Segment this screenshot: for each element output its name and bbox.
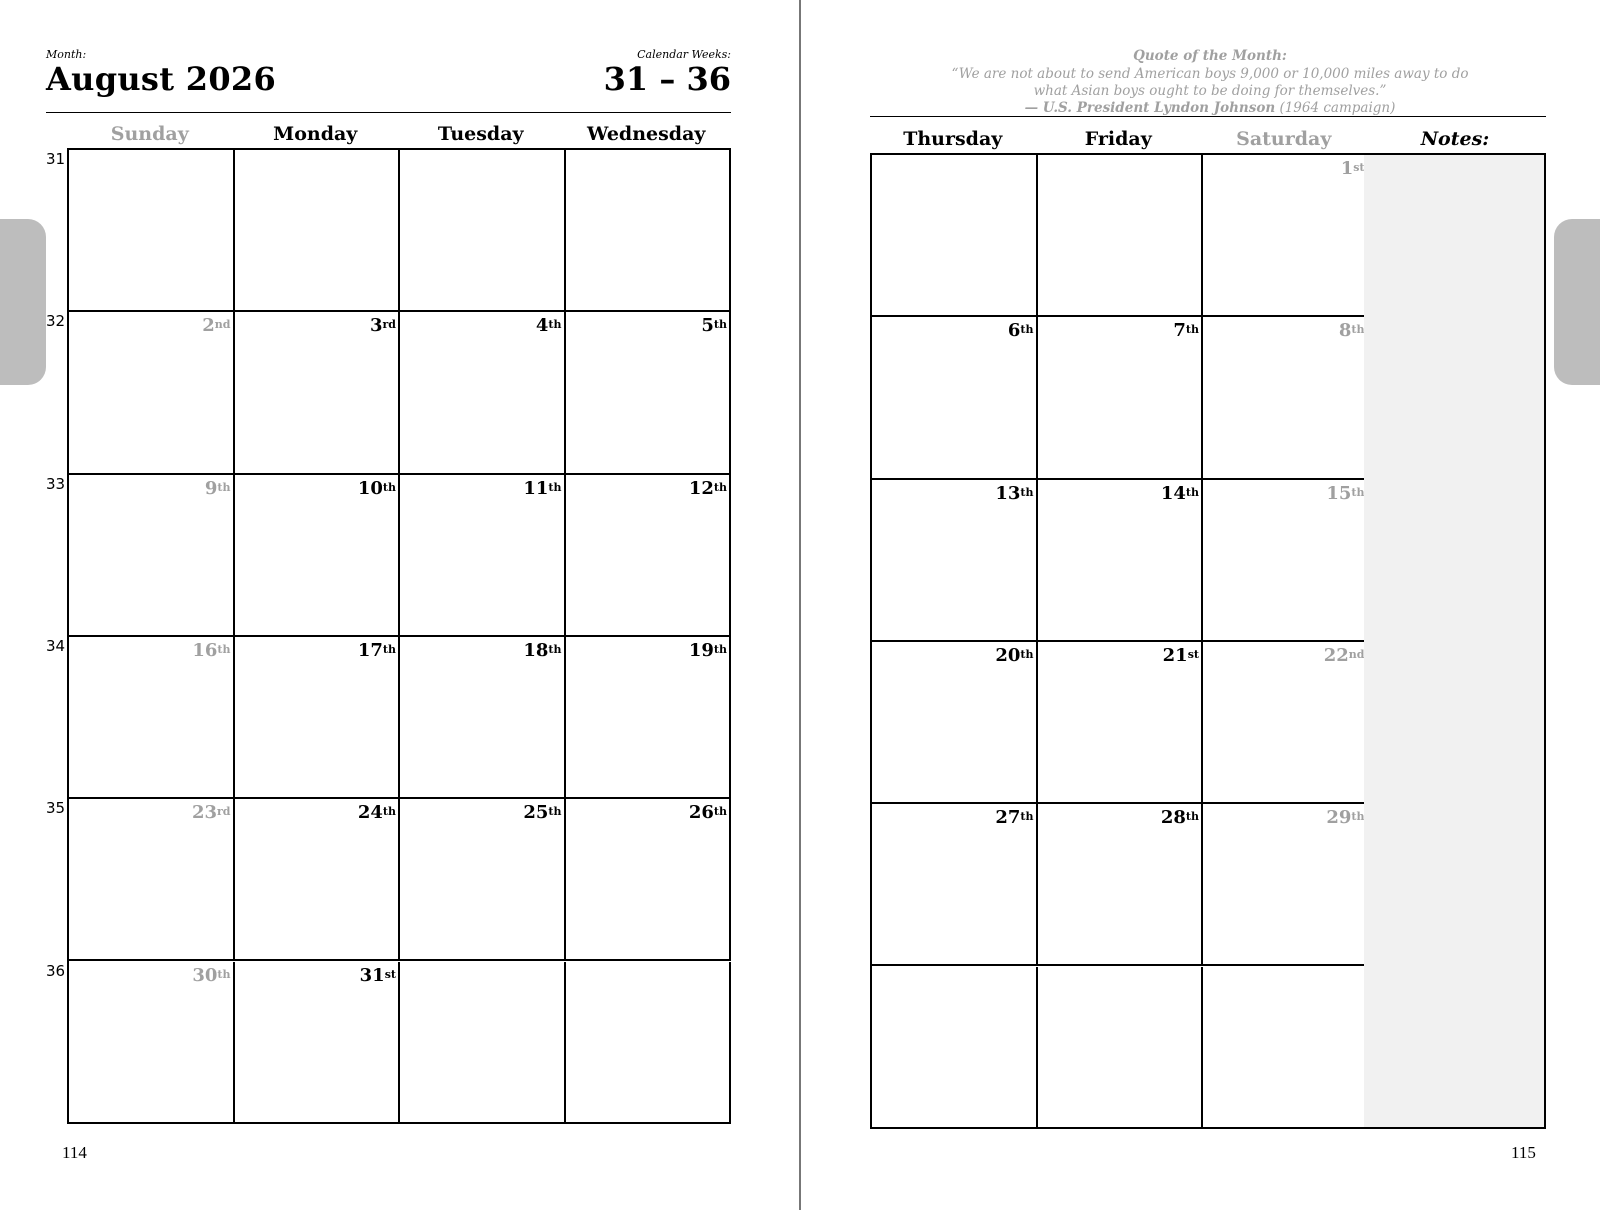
date-number (689, 803, 727, 823)
day-cell[interactable] (1038, 642, 1204, 804)
day-cell[interactable] (235, 799, 401, 961)
date-suffix: st (1187, 647, 1199, 661)
date-value: 27 (995, 807, 1021, 829)
day-header-wednesday: Wednesday (587, 123, 706, 145)
week-number: 35 (46, 799, 66, 818)
day-cell[interactable] (69, 150, 235, 312)
day-cell[interactable] (1038, 317, 1204, 479)
date-value: 14 (1160, 482, 1186, 504)
date-value: 13 (995, 482, 1021, 504)
date-suffix: th (1020, 323, 1034, 337)
calendar-weeks-range: 31 – 36 (603, 60, 731, 98)
date-number (358, 479, 396, 499)
date-number (202, 316, 230, 336)
date-value: 28 (1160, 807, 1186, 829)
date-number (1163, 646, 1199, 666)
date-suffix: th (713, 805, 727, 819)
day-cell[interactable] (69, 799, 235, 961)
date-value: 6 (1007, 320, 1021, 342)
day-cell[interactable] (872, 804, 1038, 966)
day-cell[interactable] (1203, 155, 1369, 317)
day-header-monday: Monday (273, 123, 358, 145)
date-suffix: th (1020, 485, 1034, 499)
week-number: 36 (46, 961, 66, 980)
right-header-rule (870, 116, 1546, 117)
date-suffix: th (548, 642, 562, 656)
date-value: 15 (1326, 482, 1352, 504)
date-number (995, 484, 1033, 504)
date-suffix: th (1351, 810, 1365, 824)
day-cell[interactable] (235, 150, 401, 312)
page-gutter (799, 0, 801, 1210)
date-number (360, 966, 396, 986)
notes-header: Notes: (1420, 128, 1490, 150)
date-number (1341, 159, 1365, 179)
day-cell[interactable] (566, 475, 732, 637)
date-number (701, 316, 727, 336)
day-cell[interactable] (235, 312, 401, 474)
date-suffix: th (382, 805, 396, 819)
date-suffix: th (548, 318, 562, 332)
date-value: 9 (204, 477, 218, 499)
date-suffix: th (713, 480, 727, 494)
date-number (689, 641, 727, 661)
day-cell[interactable] (400, 150, 566, 312)
date-value: 30 (192, 964, 218, 986)
date-value: 24 (357, 802, 383, 824)
left-page-tab (0, 219, 46, 385)
right-page-number: 115 (1511, 1143, 1536, 1162)
date-value: 11 (523, 477, 549, 499)
date-suffix: th (217, 642, 231, 656)
day-cell[interactable] (872, 642, 1038, 804)
date-suffix: st (384, 967, 396, 981)
date-value: 10 (357, 477, 383, 499)
day-cell[interactable] (566, 962, 732, 1124)
day-header-tuesday: Tuesday (437, 123, 524, 145)
date-number (523, 641, 561, 661)
week-number: 34 (46, 636, 66, 655)
notes-column[interactable] (1364, 153, 1546, 1129)
day-cell[interactable] (566, 312, 732, 474)
date-value: 18 (523, 639, 549, 661)
date-suffix: th (713, 642, 727, 656)
date-suffix: nd (1348, 647, 1365, 661)
quote-attribution (870, 100, 1550, 117)
day-cell[interactable] (400, 637, 566, 799)
day-cell[interactable] (872, 317, 1038, 479)
date-number (358, 803, 396, 823)
date-value: 12 (688, 477, 714, 499)
day-cell[interactable] (566, 637, 732, 799)
day-cell[interactable] (566, 150, 732, 312)
date-value: 31 (359, 964, 385, 986)
right-calendar-grid (870, 153, 1366, 1129)
date-number (192, 641, 230, 661)
day-cell[interactable] (1038, 480, 1204, 642)
date-suffix: st (1353, 161, 1365, 174)
day-cell[interactable] (69, 312, 235, 474)
date-value: 8 (1338, 320, 1352, 342)
week-number: 31 (46, 150, 66, 168)
date-value: 25 (523, 802, 549, 824)
date-value: 22 (1323, 644, 1349, 666)
date-value: 7 (1173, 320, 1186, 342)
day-cell[interactable] (1203, 642, 1369, 804)
day-cell[interactable] (69, 637, 235, 799)
date-number (1326, 808, 1364, 828)
date-suffix: th (382, 642, 396, 656)
date-value: 1 (1340, 158, 1354, 179)
date-number (1326, 484, 1364, 504)
day-cell[interactable] (400, 312, 566, 474)
day-cell[interactable] (400, 799, 566, 961)
day-cell[interactable] (69, 475, 235, 637)
date-number (192, 966, 230, 986)
day-cell[interactable] (235, 637, 401, 799)
date-suffix: nd (214, 318, 231, 332)
day-cell[interactable] (235, 475, 401, 637)
day-cell[interactable] (872, 967, 1038, 1129)
date-suffix: rd (382, 318, 396, 332)
date-number (1324, 646, 1365, 666)
week-number: 33 (46, 474, 66, 493)
date-number (689, 479, 727, 499)
day-header-sunday: Sunday (110, 123, 189, 145)
date-suffix: th (217, 967, 231, 981)
day-cell[interactable] (400, 962, 566, 1124)
date-value: 23 (191, 802, 217, 824)
day-cell[interactable] (872, 480, 1038, 642)
left-header-rule (46, 112, 731, 113)
date-value: 4 (535, 315, 549, 337)
quote-line-1: “We are not about to send American boys 9,000 or 10,000 miles away to do (951, 66, 1469, 82)
date-suffix: th (1185, 323, 1199, 337)
date-number (995, 808, 1033, 828)
date-suffix: th (1185, 810, 1199, 824)
quote-line-2: what Asian boys ought to be doing for themselves.” (1033, 83, 1387, 99)
date-suffix: th (1020, 647, 1034, 661)
day-cell[interactable] (1203, 804, 1369, 966)
date-suffix: th (382, 480, 396, 494)
date-number (192, 803, 231, 823)
date-number (1173, 321, 1199, 341)
day-cell[interactable] (235, 962, 401, 1124)
date-value: 2 (202, 315, 215, 337)
date-value: 21 (1162, 644, 1188, 666)
date-suffix: th (1351, 485, 1365, 499)
day-cell[interactable] (1203, 317, 1369, 479)
date-number (523, 479, 561, 499)
date-number (995, 646, 1033, 666)
date-value: 5 (701, 315, 714, 337)
day-cell[interactable] (1038, 155, 1204, 317)
date-number (358, 641, 396, 661)
day-header-friday: Friday (1084, 128, 1152, 150)
date-suffix: th (1020, 810, 1034, 824)
date-suffix: th (548, 480, 562, 494)
date-value: 26 (688, 802, 714, 824)
date-value: 3 (369, 315, 383, 337)
quote-heading: Quote of the Month: (1133, 48, 1287, 64)
week-number: 32 (46, 312, 66, 331)
date-value: 19 (688, 639, 714, 661)
right-page-tab (1554, 219, 1600, 385)
date-suffix: th (548, 805, 562, 819)
date-suffix: th (217, 480, 231, 494)
left-calendar-grid (67, 148, 731, 1124)
date-number (370, 316, 396, 336)
date-number (1161, 484, 1199, 504)
date-number (1161, 808, 1199, 828)
day-cell[interactable] (69, 962, 235, 1124)
date-number (523, 803, 561, 823)
day-cell[interactable] (1038, 967, 1204, 1129)
date-value: 17 (357, 639, 383, 661)
left-page-number: 114 (62, 1143, 87, 1162)
day-header-thursday: Thursday (903, 128, 1003, 150)
quote-author: — U.S. President Lyndon Johnson (1024, 100, 1276, 116)
date-suffix: th (713, 318, 727, 332)
date-value: 16 (192, 639, 218, 661)
date-number (205, 479, 231, 499)
date-value: 20 (995, 644, 1021, 666)
date-suffix: rd (217, 805, 231, 819)
day-cell[interactable] (1203, 480, 1369, 642)
month-title: August 2026 (46, 60, 277, 98)
date-number (1339, 321, 1365, 341)
date-number (536, 316, 562, 336)
day-header-saturday: Saturday (1236, 128, 1332, 150)
day-cell[interactable] (566, 799, 732, 961)
month-label: Month: (46, 48, 87, 61)
date-suffix: th (1351, 323, 1365, 337)
day-cell[interactable] (1038, 804, 1204, 966)
calendar-weeks-label: Calendar Weeks: (637, 48, 731, 61)
date-number (1008, 321, 1034, 341)
quote-context: (1964 campaign) (1279, 100, 1396, 116)
date-suffix: th (1185, 485, 1199, 499)
day-cell[interactable] (1203, 967, 1369, 1129)
day-cell[interactable] (400, 475, 566, 637)
day-cell[interactable] (872, 155, 1038, 317)
date-value: 29 (1326, 807, 1352, 829)
